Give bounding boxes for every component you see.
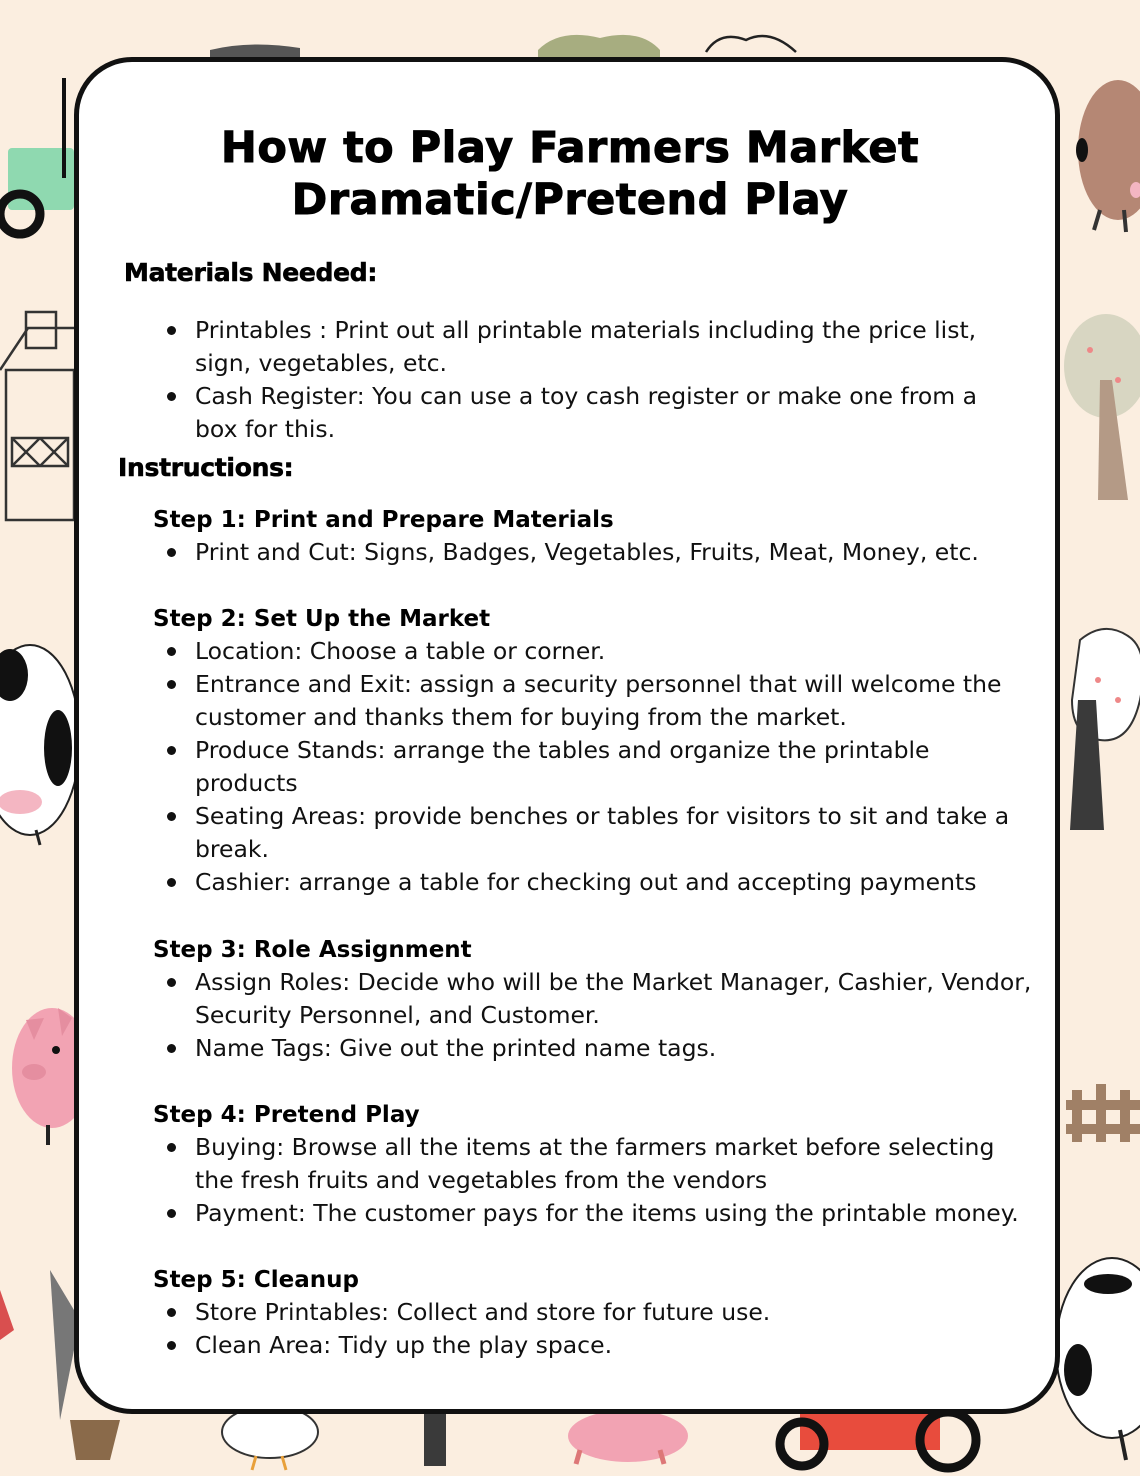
materials-list	[165, 314, 1025, 446]
cow-illustration	[0, 645, 80, 845]
page-title	[0, 122, 1140, 226]
step-3-item-assign-roles: Assign Roles: Decide who will be the Market Manager, Cashier, Vendor, Security Personnel, and Customer.	[165, 966, 1035, 1032]
step-5-item-clean-area: Clean Area: Tidy up the play space.	[165, 1329, 1025, 1362]
materials-item-cash-register: Cash Register: You can use a toy cash register or make one from a box for this.	[165, 380, 1025, 446]
step-4-title: Step 4: Pretend Play	[153, 1102, 420, 1128]
step-5-title: Step 5: Cleanup	[153, 1267, 359, 1293]
step-3-item-name-tags: Name Tags: Give out the printed name tags.	[165, 1032, 1035, 1065]
step-1-title: Step 1: Print and Prepare Materials	[153, 507, 614, 533]
step-3-title: Step 3: Role Assignment	[153, 937, 472, 963]
step-5-list	[165, 1296, 1025, 1362]
page-title-line-1: How to Play Farmers Market	[220, 123, 920, 173]
step-4-item-buying: Buying: Browse all the items at the farmers market before selecting the fresh fruits and vegetables from the vendors	[165, 1131, 1025, 1197]
page-title-line-2: Dramatic/Pretend Play	[291, 175, 849, 225]
step-2-item-location: Location: Choose a table or corner.	[165, 635, 1010, 668]
step-2-item-seating-areas: Seating Areas: provide benches or tables for visitors to sit and take a break.	[165, 800, 1010, 866]
step-1-list	[165, 536, 1025, 569]
step-2-list	[165, 635, 1010, 899]
step-1-item: Print and Cut: Signs, Badges, Vegetables, Fruits, Meat, Money, etc.	[165, 536, 1025, 569]
materials-item-printables: Printables : Print out all printable materials including the price list, sign, vegetables, etc.	[165, 314, 1025, 380]
tree-illustration	[1064, 314, 1140, 830]
cow-illustration-right	[1056, 1258, 1140, 1460]
step-2-title: Step 2: Set Up the Market	[153, 606, 491, 632]
bottom-tractor-illustration	[780, 1412, 976, 1468]
bottom-pig-illustration	[568, 1410, 688, 1464]
fence-illustration	[1066, 1084, 1140, 1142]
bottom-chicken-illustration	[222, 1406, 318, 1470]
step-4-item-payment: Payment: The customer pays for the items using the printable money.	[165, 1197, 1025, 1230]
step-5-item-store-printables: Store Printables: Collect and store for future use.	[165, 1296, 1025, 1329]
step-3-list	[165, 966, 1035, 1065]
step-4-list	[165, 1131, 1025, 1230]
step-2-item-cashier: Cashier: arrange a table for checking out and accepting payments	[165, 866, 1010, 899]
barn-illustration	[0, 312, 74, 520]
step-2-item-produce-stands: Produce Stands: arrange the tables and organize the printable products	[165, 734, 1010, 800]
instructions-heading: Instructions:	[118, 453, 294, 482]
materials-heading: Materials Needed:	[124, 258, 378, 287]
bottom-tree-trunk	[424, 1414, 446, 1466]
step-2-item-entrance-exit: Entrance and Exit: assign a security personnel that will welcome the customer and thanks them for buying from the market.	[165, 668, 1010, 734]
